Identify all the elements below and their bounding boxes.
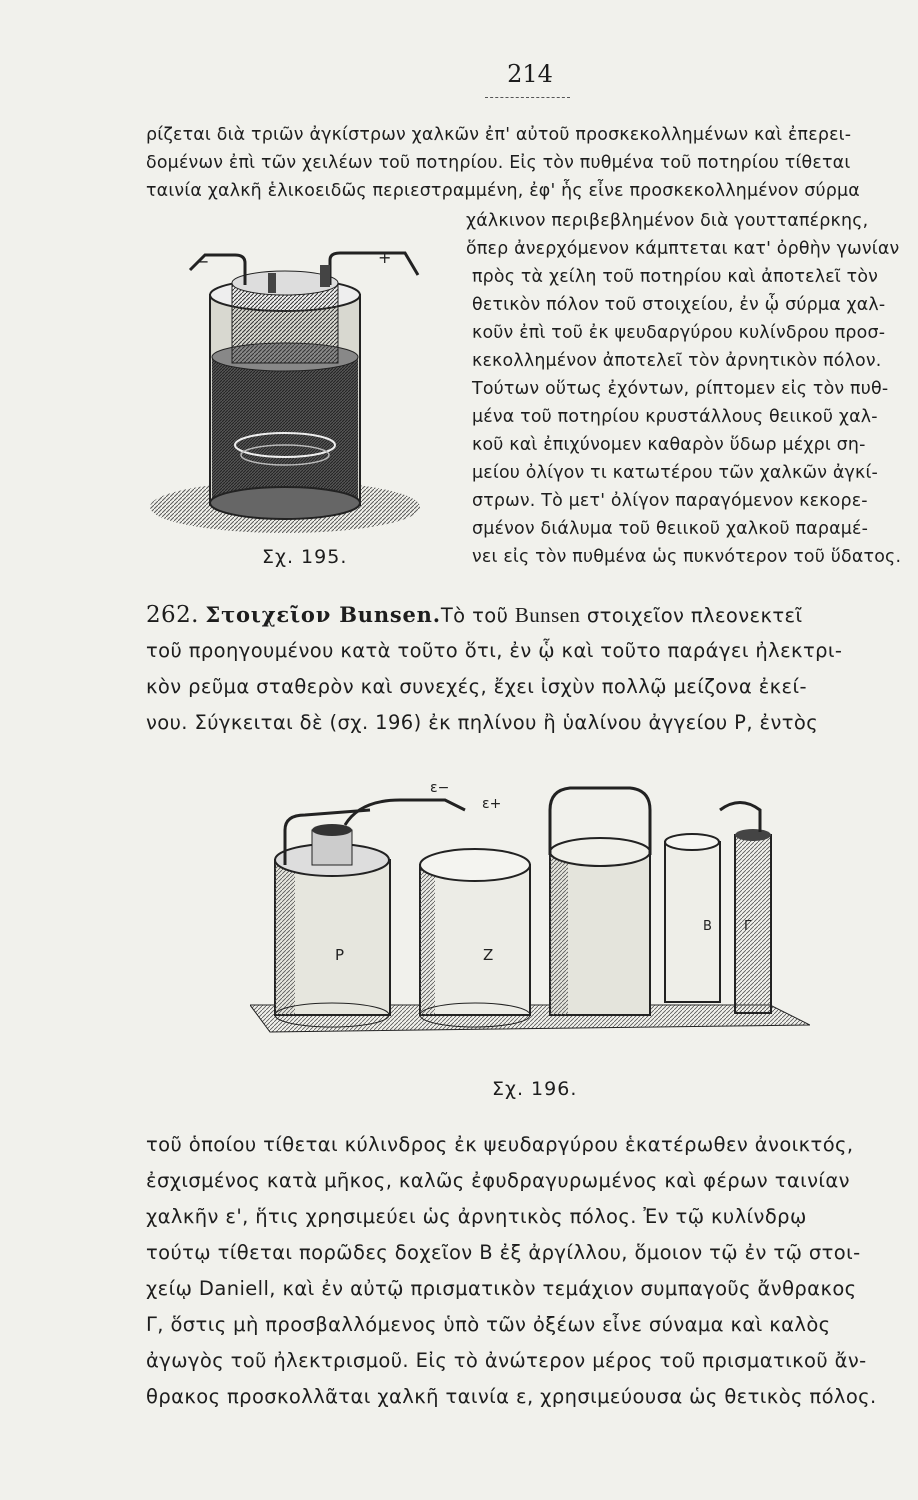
side-line-9: κοῦ καὶ ἐπιχύνομεν καθαρὸν ὕδωρ μέχρι ση- [472, 435, 866, 455]
side-line-11: στρων. Τὸ μετ' ὀλίγον παραγόμενον κεκορε- [472, 491, 868, 511]
side-line-6: κεκολλημένον ἀποτελεῖ τὸν ἀρνητικὸν πόλον. [472, 351, 882, 371]
fig196-label-G: Γ [744, 919, 752, 934]
fig196-label-e-plus: ε+ [482, 796, 502, 812]
bottom-line-8: θρακος προσκολλᾶται χαλκῆ ταινία ε, χρησιμεύουσα ὡς θετικὸς πόλος. [146, 1385, 877, 1408]
side-line-2: ὅπερ ἀνερχόμενον κάμπτεται κατ' ὀρθὴν γωνίαν [466, 239, 900, 259]
fig196-label-P: P [335, 946, 345, 964]
section-first-line-a: Τὸ τοῦ [440, 604, 515, 627]
fig195-plus-label: + [378, 248, 392, 267]
side-line-7: Τούτων οὕτως ἐχόντων, ρίπτομεν εἰς τὸν πυθ- [472, 379, 889, 399]
side-line-10: μείου ὀλίγον τι κατωτέρου τῶν χαλκῶν ἀγκί- [472, 463, 879, 483]
side-line-8: μένα τοῦ ποτηρίου κρυστάλλους θειικοῦ χαλ- [472, 407, 878, 427]
fig196-label-B: B [703, 919, 712, 934]
figure-195-caption: Σχ. 195. [262, 546, 348, 568]
side-line-13: νει εἰς τὸν πυθμένα ὡς πυκνότερον τοῦ ὕδατος. [472, 547, 902, 567]
fig196-label-e-minus: ε− [430, 780, 450, 796]
body-line-top-3: ταινία χαλκῆ ἑλικοειδῶς περιεστραμμένη, ἐφ' ἧς εἶνε προσκεκολλημένον σύρμα [146, 181, 860, 201]
section-title: Στοιχεῖον Bunsen. [205, 602, 441, 627]
bottom-line-5: χείῳ Daniell, καὶ ἐν αὐτῷ πρισματικὸν τεμάχιον συμπαγοῦς ἄνθρακος [146, 1277, 857, 1300]
side-line-3: πρὸς τὰ χείλη τοῦ ποτηρίου καὶ ἀποτελεῖ τὸν [472, 267, 879, 287]
section-number: 262. [146, 602, 199, 628]
side-line-1: χάλκινον περιβεβλημένον διὰ γουτταπέρκης, [466, 211, 869, 231]
page-number-rule [485, 97, 570, 98]
figure-196-caption: Σχ. 196. [492, 1078, 578, 1100]
bottom-line-7: ἀγωγὸς τοῦ ἠλεκτρισμοῦ. Εἰς τὸ ἀνώτερον μέρος τοῦ πρισματικοῦ ἄν- [146, 1349, 867, 1372]
side-line-12: σμένον διάλυμα τοῦ θειικοῦ χαλκοῦ παραμέ- [472, 519, 869, 539]
section-line-4: νου. Σύγκειται δὲ (σχ. 196) ἐκ πηλίνου ἢ ὑαλίνου ἀγγείου P, ἐντὸς [146, 711, 819, 734]
side-line-4: θετικὸν πόλον τοῦ στοιχείου, ἐν ᾧ σύρμα χαλ- [472, 295, 886, 315]
figure-195-daniell-cell [150, 245, 450, 540]
section-262-first-line [146, 600, 802, 631]
body-line-top-2: δομένων ἐπὶ τῶν χειλέων τοῦ ποτηρίου. Εἰς τὸν πυθμένα τοῦ ποτηρίου τίθεται [146, 153, 851, 173]
bottom-line-3: χαλκῆν ε', ἥτις χρησιμεύει ὡς ἀρνητικὸς πόλος. Ἐν τῷ κυλίνδρῳ [146, 1205, 807, 1228]
figure-196-bunsen-cell [250, 770, 810, 1040]
fig196-label-Z: Z [483, 946, 494, 964]
bottom-line-6: Γ, ὅστις μὴ προσβαλλόμενος ὑπὸ τῶν ὀξέων εἶνε σύναμα καὶ καλὸς [146, 1313, 831, 1336]
side-line-5: κοῦν ἐπὶ τοῦ ἐκ ψευδαργύρου κυλίνδρου προσ- [472, 323, 886, 343]
bottom-line-2: ἐσχισμένος κατὰ μῆκος, καλῶς ἐφυδραγυρωμένος καὶ φέρων ταινίαν [146, 1169, 850, 1192]
body-line-top-1: ρίζεται διὰ τριῶν ἀγκίστρων χαλκῶν ἐπ' αὐτοῦ προσκεκολλημένων καὶ ἐπερει- [146, 125, 852, 145]
page-number: 214 [507, 60, 553, 88]
section-first-line-b: στοιχεῖον πλεονεκτεῖ [580, 604, 803, 627]
bottom-line-4: τούτῳ τίθεται πορῶδες δοχεῖον B ἐξ ἀργίλλου, ὅμοιον τῷ ἐν τῷ στοι- [146, 1241, 861, 1264]
fig195-minus-label: − [196, 252, 210, 271]
bottom-line-1: τοῦ ὁποίου τίθεται κύλινδρος ἐκ ψευδαργύρου ἑκατέρωθεν ἀνοικτός, [146, 1133, 854, 1156]
section-line-3: κὸν ρεῦμα σταθερὸν καὶ συνεχές, ἔχει ἰσχὺν πολλῷ μείζονα ἐκεί- [146, 675, 807, 698]
section-first-line-latin: Bunsen [514, 603, 581, 627]
section-line-2: τοῦ προηγουμένου κατὰ τοῦτο ὅτι, ἐν ᾧ καὶ τοῦτο παράγει ἠλεκτρι- [146, 639, 843, 662]
